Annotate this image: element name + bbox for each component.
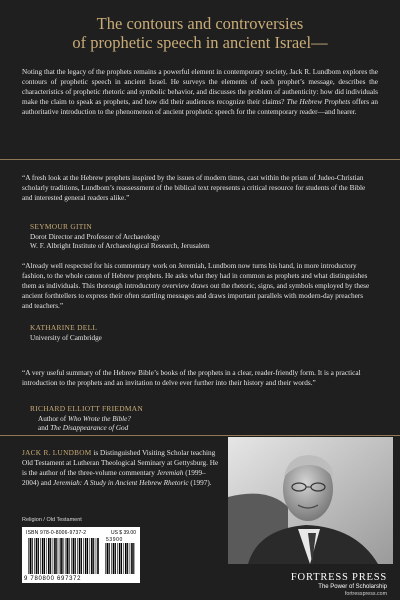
author-portrait-image [228, 437, 393, 564]
ean-digits: 9 780800 697372 [24, 576, 82, 582]
credit-prefix: Author of [38, 414, 68, 423]
intro-text: Noting that the legacy of the prophets remains a powerful element in contemporary society, Jack R. Lundbom explores the contours of prophetic speech in ancient Israel. He surveys the elements of each prophet’s message, describes the characteristics of prophetic rhetoric and symbolic behavior, and discusses the problem of authenticity: how did individuals make the claim to speak as prophets, and how did their audiences recognize their claims? [22, 68, 378, 106]
addon-digits: 53900 [106, 537, 123, 543]
endorsement-attribution-2 [30, 323, 102, 343]
ean-barcode-bars [28, 538, 100, 574]
publisher-logo [237, 572, 387, 598]
endorser-name: SEYMOUR GITIN [30, 222, 92, 231]
divider-top [0, 159, 400, 160]
endorser-credit-1 [30, 415, 143, 425]
isbn-label: ISBN 978-0-8006-9737-2 [26, 530, 87, 536]
author-bio-text: (1999–2004) and [22, 469, 206, 487]
barcode [22, 527, 140, 583]
endorsement-attribution-1 [30, 222, 210, 252]
endorser-affiliation: University of Cambridge [30, 333, 102, 342]
author-photo [228, 437, 393, 564]
author-bio [22, 448, 222, 488]
divider-bottom [0, 435, 400, 436]
author-bio-text: is Distinguished Visiting Scholar teaching Old Testament at Lutheran Theological Seminary at Gettysburg. He is the author of the three-volume commentary [22, 449, 219, 477]
price-label: US $ 39.00 [110, 530, 136, 536]
publisher-url: fortresspress.com [344, 591, 387, 597]
endorsement-quote-3: “A very useful summary of the Hebrew Bible’s books of the prophets in a clear, reader-friendly form. It is a practical introduction to the prophets and an invitation to delve ever further into their history and their words.” [22, 369, 361, 387]
addon-barcode-bars [105, 543, 135, 574]
author-book-title: Jeremiah: A Study in Ancient Hebrew Rhetoric [53, 479, 189, 487]
endorser-title: Dorot Director and Professor of Archaeology [30, 232, 160, 241]
headline-line-1: The contours and controversies [96, 14, 304, 33]
endorsement-quote-2: “Already well respected for his commentary work on Jeremiah, Lundbom now turns his hand, in more introductory fashion, to the whole canon of Hebrew prophets. He asks what they had in common as prophets and what distinguishes them as individuals. This thorough introductory overview draws out the rhetoric, signs, and symbols employed by these ancient forthtellers to express their often startling messages and draws important parallels with modern-day preachers and teachers.” [22, 262, 370, 310]
publisher-name: FORTRESS PRESS [290, 572, 387, 583]
endorsement-attribution-3 [30, 404, 143, 434]
endorser-credit-2 [30, 424, 143, 434]
endorser-name: RICHARD ELLIOTT FRIEDMAN [30, 404, 143, 413]
publisher-tagline: The Power of Scholarship [318, 584, 387, 590]
intro-text-end: offers an authoritative introduction to the phenomenon of ancient prophetic speech for the contemporary reader—and hearer. [22, 98, 378, 116]
author-bio-text: (1997). [188, 479, 212, 487]
credit-book-title: The Disappearance of God [50, 424, 129, 432]
credit-prefix: and [38, 424, 51, 432]
endorsement-quote-1: “A fresh look at the Hebrew prophets inspired by the issues of modern times, cast within the prism of Judeo-Christian scholarly traditions, Lundbom’s reassessment of the biblical text represents a critical resource for students of the Bible and interested general readers alike.” [22, 174, 366, 202]
headline [20, 14, 380, 52]
category-label: Religion / Old Testament [22, 517, 82, 523]
author-book-title: Jeremiah [156, 469, 184, 477]
headline-line-2: of prophetic speech in ancient Israel— [72, 33, 328, 52]
intro-paragraph [22, 67, 378, 117]
endorser-name: KATHARINE DELL [30, 323, 98, 332]
credit-book-title: Who Wrote the Bible? [67, 414, 131, 423]
intro-book-title: The Hebrew Prophets [286, 98, 351, 106]
endorser-affiliation: W. F. Albright Institute of Archaeological Research, Jerusalem [30, 242, 210, 250]
author-name: JACK R. LUNDBOM [22, 449, 92, 457]
